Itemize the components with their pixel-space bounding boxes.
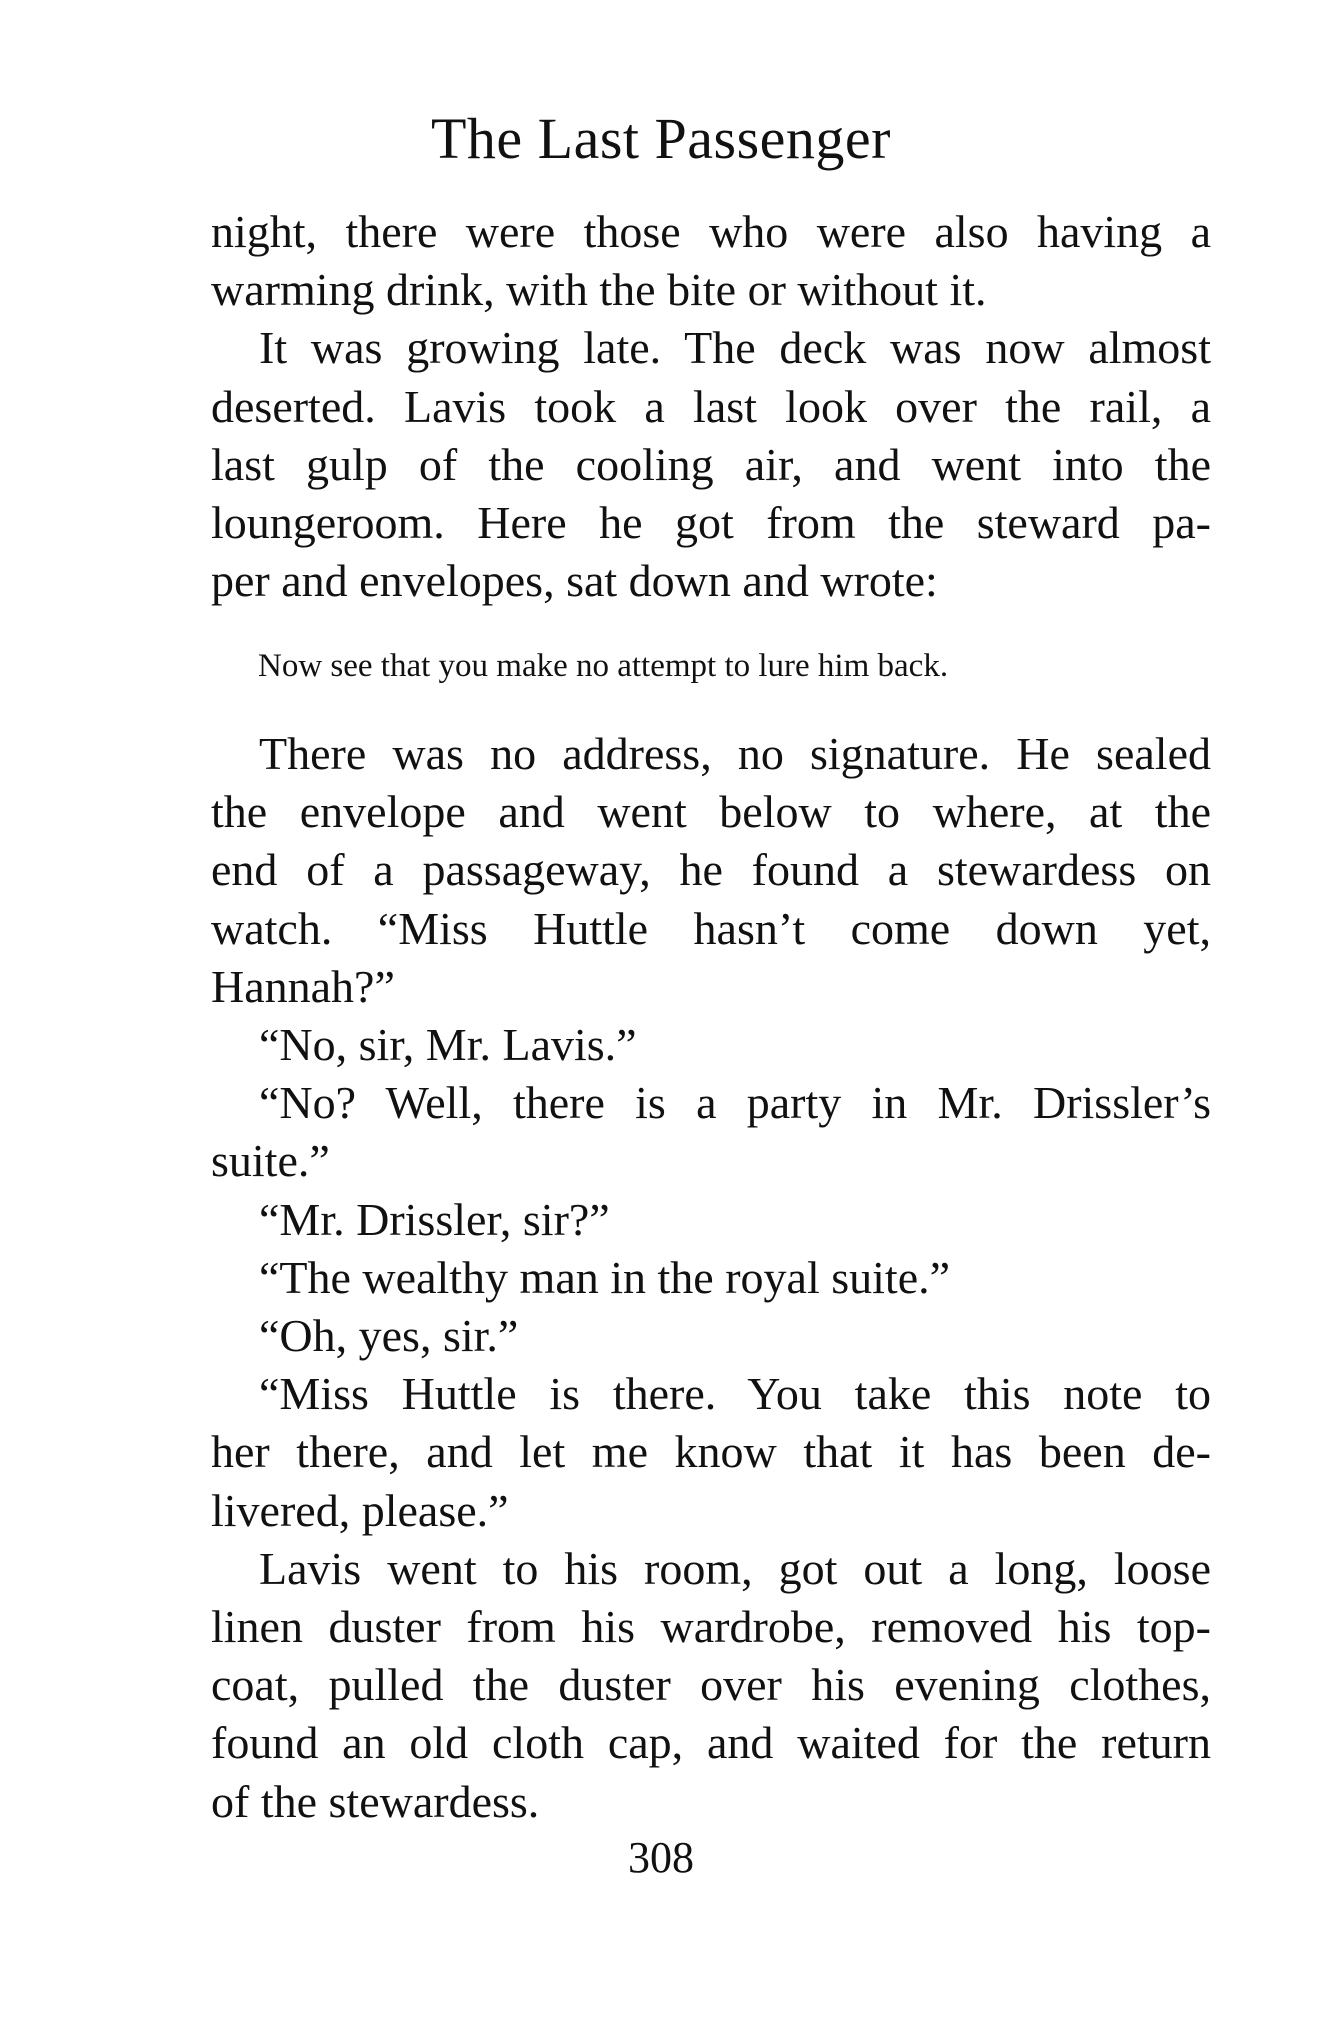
text-line: Hannah?” xyxy=(211,960,395,1012)
written-note: Now see that you make no attempt to lure him back. xyxy=(258,648,949,684)
text-line: livered, please.” xyxy=(211,1484,509,1536)
text-block-lower xyxy=(211,725,1211,1831)
text-line: watch. “Miss Huttle hasn’t come down yet, xyxy=(211,902,1211,954)
page-number: 308 xyxy=(628,1833,694,1882)
text-line: the envelope and went below to where, at the xyxy=(211,786,1211,838)
text-line: “Mr. Drissler, sir?” xyxy=(259,1193,610,1245)
text-line: night, there were those who were also having a xyxy=(211,206,1211,257)
text-line: found an old cloth cap, and waited for the return xyxy=(211,1717,1211,1769)
text-line: warming drink, with the bite or without it. xyxy=(211,264,987,316)
running-head-title: The Last Passenger xyxy=(431,106,891,171)
text-line: “The wealthy man in the royal suite.” xyxy=(259,1251,951,1303)
text-block-upper xyxy=(211,203,1211,610)
text-line: loungeroom. Here he got from the steward pa- xyxy=(211,497,1211,549)
text-line: “Oh, yes, sir.” xyxy=(259,1310,519,1362)
text-line: “No? Well, there is a party in Mr. Drissler’s xyxy=(259,1077,1211,1129)
text-line: deserted. Lavis took a last look over the rail, a xyxy=(211,380,1211,432)
text-line: suite.” xyxy=(211,1135,330,1187)
text-line: It was growing late. The deck was now almost xyxy=(259,322,1211,374)
text-line: last gulp of the cooling air, and went into the xyxy=(211,438,1211,490)
text-line: per and envelopes, sat down and wrote: xyxy=(211,555,938,607)
text-line: her there, and let me know that it has been de- xyxy=(211,1426,1211,1478)
text-line: end of a passageway, he found a stewardess on xyxy=(211,844,1211,896)
text-line: “No, sir, Mr. Lavis.” xyxy=(259,1019,637,1071)
text-line: Lavis went to his room, got out a long, loose xyxy=(259,1542,1211,1594)
text-line: coat, pulled the duster over his evening clothes, xyxy=(211,1659,1211,1711)
text-line: There was no address, no signature. He sealed xyxy=(259,728,1211,779)
text-line: “Miss Huttle is there. You take this note to xyxy=(259,1368,1211,1420)
text-line: of the stewardess. xyxy=(211,1775,540,1827)
text-line: linen duster from his wardrobe, removed his top- xyxy=(211,1601,1211,1653)
